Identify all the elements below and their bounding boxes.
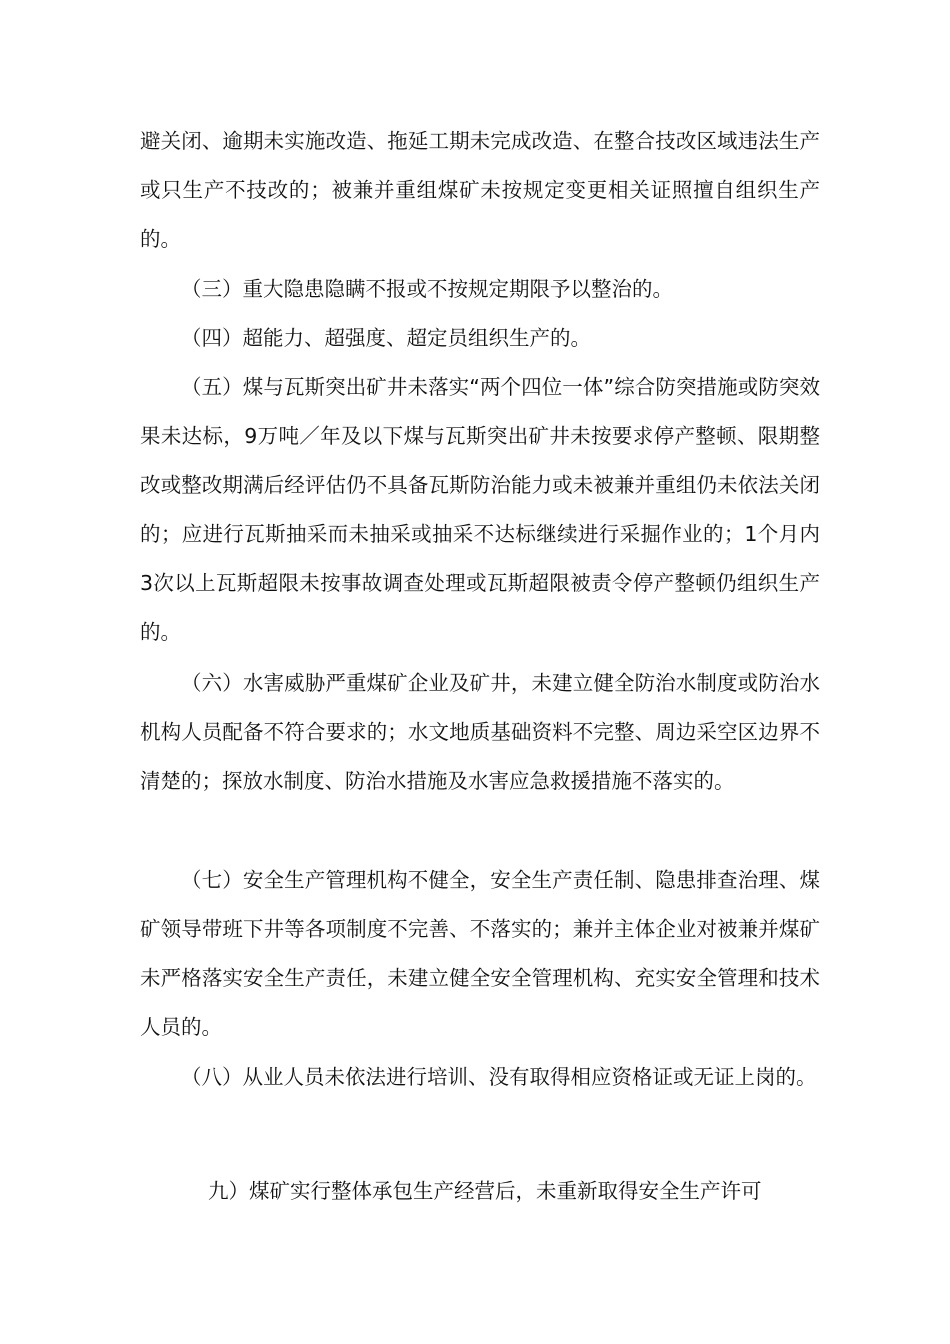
paragraph-item-9: 九）煤矿实行整体承包生产经营后，未重新取得安全生产许可: [208, 1179, 762, 1203]
paragraph-continuation: 避关闭、逾期未实施改造、拖延工期未完成改造、在整合技改区域违法生产或只生产不技改的；被兼并重组煤矿未按规定变更相关证照擅自组织生产的。: [140, 129, 820, 251]
paragraph-item-5: （五）煤与瓦斯突出矿井未落实“两个四位一体”综合防突措施或防突效果未达标，9万吨／年及以下煤与瓦斯突出矿井未按要求停产整顿、限期整改或整改期满后经评估仍不具备瓦斯防治能力或未被兼并重组仍未依法关闭的；应进行瓦斯抽采而未抽采或抽采不达标继续进行采掘作业的；1个月内3次以上瓦斯超限未按事故调查处理或瓦斯超限被责令停产整顿仍组织生产的。: [140, 375, 820, 644]
paragraph-item-4: （四）超能力、超强度、超定员组织生产的。: [181, 326, 591, 350]
paragraph-item-6: （六）水害威胁严重煤矿企业及矿井，未建立健全防治水制度或防治水机构人员配备不符合要求的；水文地质基础资料不完整、周边采空区边界不清楚的；探放水制度、防治水措施及水害应急救援措施不落实的。: [140, 671, 820, 793]
paragraph-item-8: （八）从业人员未依法进行培训、没有取得相应资格证或无证上岗的。: [181, 1065, 817, 1089]
paragraph-item-3: （三）重大隐患隐瞒不报或不按规定期限予以整治的。: [181, 277, 673, 301]
paragraph-item-7: （七）安全生产管理机构不健全，安全生产责任制、隐患排查治理、煤矿领导带班下井等各项制度不完善、不落实的；兼并主体企业对被兼并煤矿未严格落实安全生产责任，未建立健全安全管理机构、充实安全管理和技术人员的。: [140, 868, 820, 1039]
